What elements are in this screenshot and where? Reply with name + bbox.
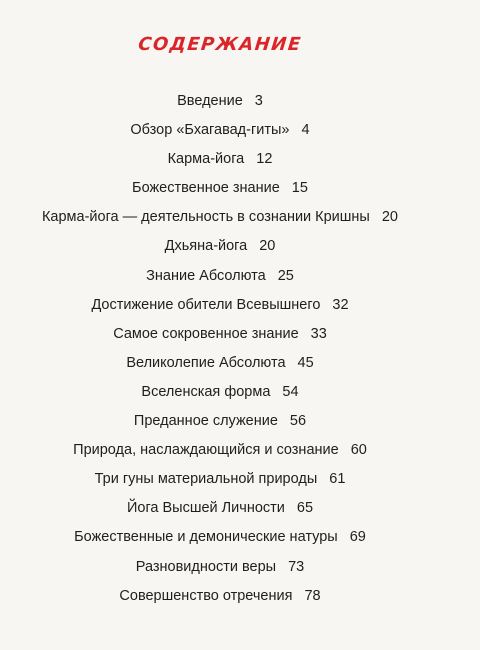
table-of-contents (0, 87, 440, 611)
toc-entry-title: Совершенство отречения (119, 587, 293, 604)
toc-entry-page: 78 (304, 587, 321, 604)
toc-entry-page: 60 (350, 442, 367, 459)
toc-entry-title: Дхьяна-йога (164, 238, 248, 255)
toc-entry-title: Божественные и демонические натуры (74, 529, 338, 546)
toc-entry-page: 56 (289, 413, 307, 430)
toc-entry (0, 553, 440, 582)
toc-entry-page: 4 (301, 122, 310, 139)
toc-entry-page: 69 (349, 529, 366, 546)
toc-entry-title: Карма-йога — деятельность в сознании Кришны (41, 209, 370, 226)
toc-entry (0, 291, 440, 320)
toc-entry (0, 349, 440, 378)
toc-entry (0, 116, 440, 145)
toc-entry-title: Природа, наслаждающийся и сознание (73, 442, 339, 459)
toc-entry (0, 232, 440, 261)
toc-entry-title: Введение (177, 93, 243, 109)
toc-entry-title: Три гуны материальной природы (94, 471, 318, 488)
toc-entry-title: Великолепие Абсолюта (126, 354, 286, 371)
toc-entry-page: 45 (297, 354, 314, 371)
toc-entry-title: Йога Высшей Личности (126, 500, 285, 517)
toc-entry-page: 65 (296, 500, 314, 517)
toc-entry-page: 3 (254, 93, 263, 109)
toc-entry (0, 494, 440, 523)
toc-entry-title: Разновидности веры (135, 558, 277, 575)
toc-entry-title: Знание Абсолюта (146, 267, 266, 284)
contents-heading: СОДЕРЖАНИЕ (137, 34, 303, 55)
toc-entry-title: Преданное служение (133, 413, 278, 430)
toc-entry-title: Божественное знание (132, 180, 280, 197)
toc-entry-page: 25 (277, 267, 294, 284)
toc-entry (0, 407, 440, 436)
toc-entry-page: 12 (256, 151, 273, 168)
toc-entry (0, 582, 440, 611)
toc-entry (0, 436, 440, 465)
toc-entry-page: 20 (259, 238, 276, 255)
toc-entry (0, 145, 440, 174)
toc-entry (0, 320, 440, 349)
toc-entry (0, 87, 440, 116)
toc-entry-page: 32 (332, 296, 349, 313)
toc-entry-page: 15 (291, 180, 308, 197)
toc-entry (0, 174, 440, 203)
toc-entry (0, 465, 440, 494)
toc-entry-title: Самое сокровенное знание (113, 325, 299, 342)
toc-entry (0, 523, 440, 552)
toc-entry-title: Карма-йога (167, 151, 245, 168)
toc-entry-title: Вселенская форма (141, 383, 271, 400)
toc-entry-title: Достижение обители Всевышнего (91, 296, 321, 313)
toc-entry (0, 203, 440, 232)
toc-entry-page: 73 (288, 558, 305, 575)
toc-entry-page: 20 (381, 209, 398, 226)
toc-entry-title: Обзор «Бхагавад-гиты» (130, 122, 290, 139)
toc-entry-page: 33 (310, 325, 327, 342)
toc-entry-page: 61 (329, 471, 346, 488)
toc-entry-page: 54 (282, 383, 299, 400)
toc-entry (0, 378, 440, 407)
toc-entry (0, 262, 440, 291)
